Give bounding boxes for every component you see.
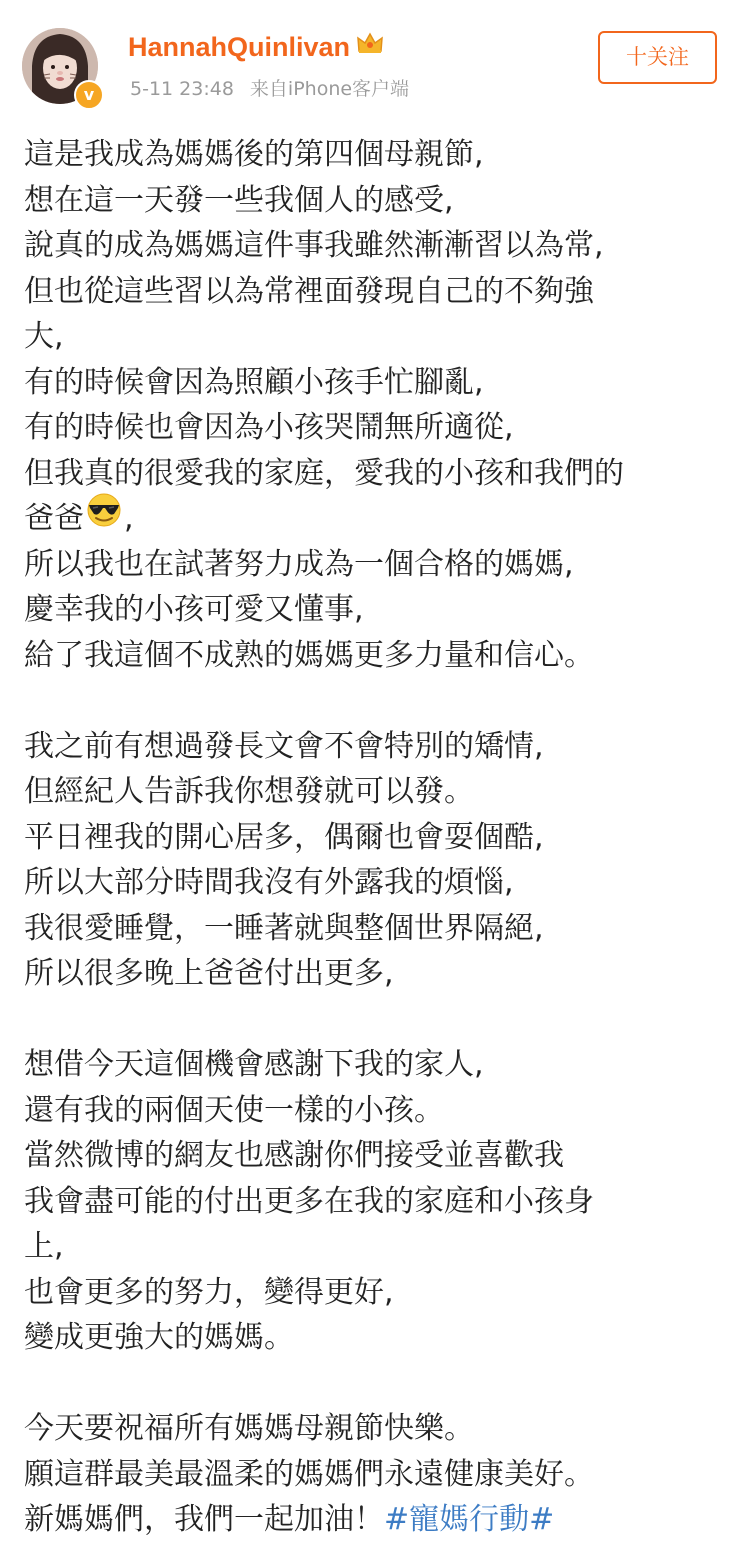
post-line: 今天要祝福所有媽媽母親節快樂。	[24, 1411, 474, 1446]
username[interactable]	[128, 30, 384, 64]
post-line: 但經紀人告訴我你想發就可以發。	[24, 774, 474, 809]
verified-v-icon: v	[74, 80, 104, 110]
paragraph-gap	[24, 678, 724, 724]
hashtag-link[interactable]: #寵媽行動#	[384, 1502, 555, 1537]
post-line: 想借今天這個機會感謝下我的家人,	[24, 1047, 484, 1082]
post-line: 願這群最美最溫柔的媽媽們永遠健康美好。	[24, 1456, 594, 1492]
post-line: 想在這一天發一些我個人的感受,	[24, 182, 454, 218]
post-line: 但也從這些習以為常裡面發現自己的不夠強	[24, 273, 594, 309]
post-line: 說真的成為媽媽這件事我雖然漸漸習以為常,	[24, 228, 604, 263]
post-meta	[130, 76, 409, 102]
post-line: 上,	[24, 1229, 64, 1264]
post-line: 也會更多的努力，變得更好,	[24, 1274, 394, 1310]
post-text: 爸爸	[24, 501, 84, 536]
post-line: 有的時候會因為照顧小孩手忙腳亂,	[24, 364, 484, 400]
post-body	[24, 132, 724, 1543]
post-line: 我之前有想過發長文會不會特別的矯情,	[24, 728, 544, 764]
post-line: 變成更強大的媽媽。	[24, 1320, 294, 1355]
post-line: 給了我這個不成熟的媽媽更多力量和信心。	[24, 637, 594, 673]
post-timestamp: 5-11 23:48	[130, 78, 234, 100]
post-source: 来自iPhone客户端	[249, 78, 410, 100]
post-line-with-hashtag	[24, 1497, 724, 1543]
post-line: 慶幸我的小孩可愛又懂事,	[24, 592, 364, 627]
paragraph-gap	[24, 1361, 724, 1407]
post-line: 所以很多晚上爸爸付出更多,	[24, 956, 394, 991]
post-line: 還有我的兩個天使一樣的小孩。	[24, 1092, 444, 1128]
post-text: ,	[124, 501, 134, 536]
post-line: 平日裡我的開心居多，偶爾也會耍個酷,	[24, 819, 544, 855]
post-line: 所以我也在試著努力成為一個合格的媽媽,	[24, 546, 574, 582]
post-line: 所以大部分時間我沒有外露我的煩惱,	[24, 865, 514, 900]
sunglasses-emoji-icon	[84, 492, 124, 542]
post-line: 這是我成為媽媽後的第四個母親節,	[24, 137, 484, 172]
post-line: 當然微博的網友也感謝你們接受並喜歡我	[24, 1138, 564, 1173]
follow-button[interactable]: 十关注	[598, 31, 717, 84]
username-text[interactable]: HannahQuinlivan	[128, 32, 351, 62]
post-header	[0, 0, 740, 118]
post-line: 但我真的很愛我的家庭，愛我的小孩和我們的	[24, 455, 624, 491]
post-line-with-emoji	[24, 496, 724, 542]
post-text: 新媽媽們，我們一起加油！	[24, 1502, 384, 1537]
post-line: 我會盡可能的付出更多在我的家庭和小孩身	[24, 1183, 594, 1219]
post-line: 我很愛睡覺，一睡著就與整個世界隔絕,	[24, 910, 544, 946]
post-line: 大,	[24, 319, 64, 354]
crown-icon	[356, 29, 384, 63]
post-line: 有的時候也會因為小孩哭鬧無所適從,	[24, 410, 514, 445]
paragraph-gap	[24, 997, 724, 1043]
